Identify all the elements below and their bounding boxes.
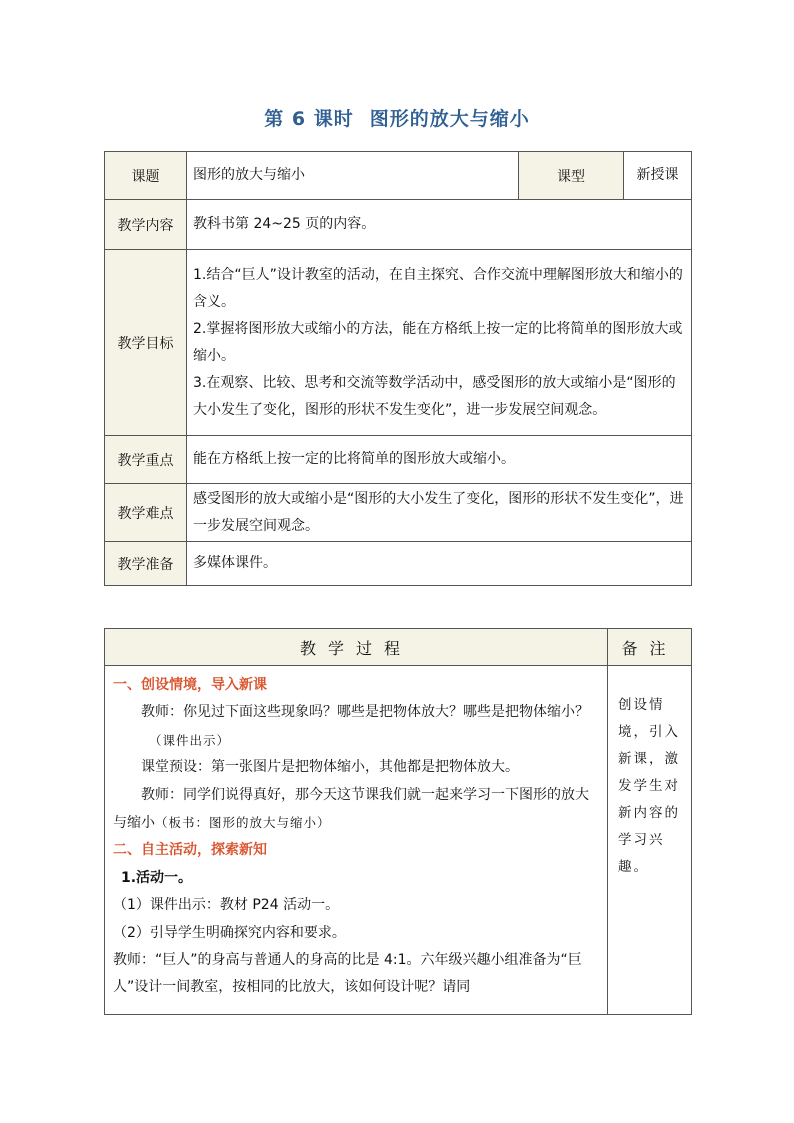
- type-value: 新授课: [624, 152, 692, 200]
- difficult-label: 教学难点: [105, 484, 187, 542]
- row-topic: [105, 152, 692, 200]
- paragraph: （2）引导学生明确探究内容和要求。: [113, 924, 346, 941]
- goal-item: 1.结合“巨人”设计教室的活动，在自主探究、合作交流中理解图形放大和缩小的含义。: [193, 266, 683, 310]
- row-key: [105, 436, 692, 484]
- row-prep: [105, 542, 692, 586]
- topic-label: 课题: [105, 152, 187, 200]
- section-heading-1: 一、创设情境，导入新课: [113, 677, 267, 693]
- prep-label: 教学准备: [105, 542, 187, 586]
- note-content: 创设情境，引入新课，激发学生对新内容的学习兴趣。: [608, 666, 692, 1015]
- goals-value: [187, 250, 692, 436]
- row-content: [105, 200, 692, 250]
- goals-label: 教学目标: [105, 250, 187, 436]
- type-label: 课型: [519, 152, 624, 200]
- activity-heading: 1.活动一。: [121, 869, 193, 886]
- board-note: （板书：图形的放大与缩小）: [155, 815, 331, 831]
- content-value: 教科书第 24~25 页的内容。: [187, 200, 692, 250]
- content-label: 教学内容: [105, 200, 187, 250]
- lesson-info-table: [104, 151, 692, 586]
- goal-item: 3.在观察、比较、思考和交流等数学活动中，感受图形的放大或缩小是“图形的大小发生了变化，图形的形状不发生变化”，进一步发展空间观念。: [193, 374, 676, 418]
- paragraph: 教师：你见过下面这些现象吗？哪些是把物体放大？哪些是把物体缩小？: [141, 704, 589, 721]
- row-difficult: [105, 484, 692, 542]
- difficult-value: 感受图形的放大或缩小是“图形的大小发生了变化，图形的形状不发生变化”，进一步发展空间观念。: [187, 484, 692, 542]
- key-label: 教学重点: [105, 436, 187, 484]
- lesson-title: 图形的放大与缩小: [369, 108, 530, 130]
- prep-value: 多媒体课件。: [187, 542, 692, 586]
- paragraph: （1）课件出示：教材 P24 活动一。: [113, 897, 340, 914]
- page-title: [0, 104, 794, 131]
- lesson-number: 第 6 课时: [264, 108, 354, 130]
- topic-value: 图形的放大与缩小: [187, 152, 519, 200]
- note-header: 备注: [608, 629, 692, 666]
- paragraph-text: 教师：同学们说得真好，那今天这节课我们就一起来学习一下图形的放大与缩小: [113, 786, 589, 832]
- process-body-row: [105, 666, 692, 1015]
- paragraph: 教师：“巨人”的身高与普通人的身高的比是 4:1。六年级兴趣小组准备为“巨人”设计一间教室，按相同的比放大，该如何设计呢？请同: [113, 952, 582, 996]
- row-goals: [105, 250, 692, 436]
- paragraph: [113, 782, 599, 838]
- paragraph: 课堂预设：第一张图片是把物体缩小，其他都是把物体放大。: [141, 759, 519, 776]
- process-header-row: [105, 629, 692, 666]
- section-heading-2: 二、自主活动，探索新知: [113, 842, 267, 859]
- goal-item: 2.掌握将图形放大或缩小的方法，能在方格纸上按一定的比将简单的图形放大或缩小。: [193, 320, 683, 364]
- key-value: 能在方格纸上按一定的比将简单的图形放大或缩小。: [187, 436, 692, 484]
- paragraph: （课件出示）: [149, 732, 231, 748]
- teaching-process-table: [104, 628, 692, 1015]
- process-header: 教学过程: [105, 629, 608, 666]
- process-content: [105, 666, 608, 1015]
